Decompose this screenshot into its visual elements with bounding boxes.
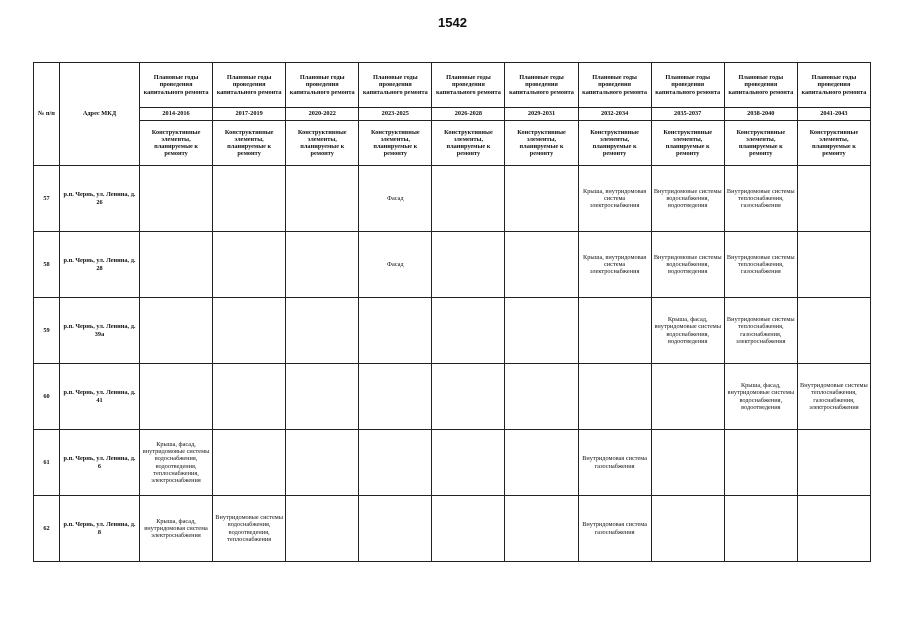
- row-cell-work: Внутридомовые системы водоснабжения, водоотведения: [651, 232, 724, 298]
- header-period-years: 2014-2016: [140, 108, 213, 121]
- row-cell-work: Крыша, фасад, внутридомовые системы водоснабжения, водоотведения, теплоснабжения, электроснабжения: [140, 430, 213, 496]
- header-period-years: 2020-2022: [286, 108, 359, 121]
- row-cell-work: Внутридомовые системы водоснабжения, водоотведения, теплоснабжения: [213, 496, 286, 562]
- row-number: 60: [34, 364, 60, 430]
- table-row: [34, 430, 871, 496]
- row-cell-work: [213, 232, 286, 298]
- row-cell-work: [651, 364, 724, 430]
- table-row: [34, 232, 871, 298]
- row-cell-work: [359, 364, 432, 430]
- row-cell-work: [213, 364, 286, 430]
- row-cell-work: [286, 298, 359, 364]
- row-address: р.п. Чернь, ул. Ленина, д. 41: [60, 364, 140, 430]
- header-period-title: Плановые годы проведения капитального ремонта: [578, 63, 651, 108]
- row-cell-work: [286, 430, 359, 496]
- row-cell-work: [797, 166, 870, 232]
- row-cell-work: Крыша, внутридомовая система электроснабжения: [578, 166, 651, 232]
- header-period-years: 2041-2043: [797, 108, 870, 121]
- row-cell-work: Крыша, фасад, внутридомовая система электроснабжения: [140, 496, 213, 562]
- row-cell-work: [797, 496, 870, 562]
- table-body: [34, 166, 871, 562]
- row-address: р.п. Чернь, ул. Ленина, д. 26: [60, 166, 140, 232]
- row-number: 61: [34, 430, 60, 496]
- table-row: [34, 496, 871, 562]
- header-elements: Конструктивные элементы, планируемые к ремонту: [286, 121, 359, 166]
- row-cell-work: Внутридомовые системы теплоснабжения, газоснабжения: [724, 232, 797, 298]
- header-num: № п/п: [34, 63, 60, 166]
- header-elements: Конструктивные элементы, планируемые к ремонту: [359, 121, 432, 166]
- header-address: Адрес МКД: [60, 63, 140, 166]
- header-period-years: 2017-2019: [213, 108, 286, 121]
- row-cell-work: [286, 166, 359, 232]
- row-cell-work: [724, 430, 797, 496]
- header-elements: Конструктивные элементы, планируемые к ремонту: [505, 121, 578, 166]
- row-cell-work: [359, 298, 432, 364]
- row-cell-work: Внутридомовая система газоснабжения: [578, 430, 651, 496]
- row-cell-work: [432, 496, 505, 562]
- header-period-years: 2026-2028: [432, 108, 505, 121]
- row-cell-work: [651, 430, 724, 496]
- row-address: р.п. Чернь, ул. Ленина, д. 8: [60, 496, 140, 562]
- row-cell-work: [797, 298, 870, 364]
- row-cell-work: [505, 232, 578, 298]
- row-cell-work: [359, 496, 432, 562]
- header-period-years: 2035-2037: [651, 108, 724, 121]
- header-period-title: Плановые годы проведения капитального ремонта: [724, 63, 797, 108]
- header-period-title: Плановые годы проведения капитального ремонта: [651, 63, 724, 108]
- row-cell-work: [432, 166, 505, 232]
- header-period-title: Плановые годы проведения капитального ремонта: [140, 63, 213, 108]
- row-number: 57: [34, 166, 60, 232]
- header-period-years: 2023-2025: [359, 108, 432, 121]
- header-period-title: Плановые годы проведения капитального ремонта: [797, 63, 870, 108]
- page-number: 1542: [438, 15, 467, 30]
- row-cell-work: [505, 430, 578, 496]
- header-period-years: 2038-2040: [724, 108, 797, 121]
- row-cell-work: [432, 232, 505, 298]
- row-cell-work: [651, 496, 724, 562]
- row-cell-work: Крыша, внутридомовая система электроснабжения: [578, 232, 651, 298]
- row-cell-work: [432, 364, 505, 430]
- capital-repair-table: [33, 62, 871, 562]
- row-cell-work: [140, 232, 213, 298]
- row-cell-work: [286, 232, 359, 298]
- row-cell-work: [578, 298, 651, 364]
- header-period-title: Плановые годы проведения капитального ремонта: [213, 63, 286, 108]
- row-cell-work: [505, 298, 578, 364]
- row-cell-work: [432, 430, 505, 496]
- row-cell-work: [797, 430, 870, 496]
- row-number: 59: [34, 298, 60, 364]
- header-period-title: Плановые годы проведения капитального ремонта: [432, 63, 505, 108]
- table-row: [34, 298, 871, 364]
- row-address: р.п. Чернь, ул. Ленина, д. 39а: [60, 298, 140, 364]
- row-cell-work: [797, 232, 870, 298]
- row-cell-work: [213, 430, 286, 496]
- table-header: [34, 63, 871, 166]
- row-cell-work: [213, 166, 286, 232]
- row-cell-work: [724, 496, 797, 562]
- table-row: [34, 364, 871, 430]
- row-cell-work: [140, 364, 213, 430]
- header-elements: Конструктивные элементы, планируемые к ремонту: [432, 121, 505, 166]
- header-period-years: 2029-2031: [505, 108, 578, 121]
- row-address: р.п. Чернь, ул. Ленина, д. 28: [60, 232, 140, 298]
- header-elements: Конструктивные элементы, планируемые к ремонту: [724, 121, 797, 166]
- row-cell-work: Внутридомовые системы теплоснабжения, газоснабжения, электроснабжения: [797, 364, 870, 430]
- row-address: р.п. Чернь, ул. Ленина, д. 6: [60, 430, 140, 496]
- row-number: 58: [34, 232, 60, 298]
- header-period-title: Плановые годы проведения капитального ремонта: [505, 63, 578, 108]
- header-elements: Конструктивные элементы, планируемые к ремонту: [140, 121, 213, 166]
- header-elements: Конструктивные элементы, планируемые к ремонту: [651, 121, 724, 166]
- row-cell-work: [140, 298, 213, 364]
- header-period-years: 2032-2034: [578, 108, 651, 121]
- header-elements: Конструктивные элементы, планируемые к ремонту: [797, 121, 870, 166]
- header-elements: Конструктивные элементы, планируемые к ремонту: [213, 121, 286, 166]
- row-cell-work: [578, 364, 651, 430]
- row-cell-work: Внутридомовые системы водоснабжения, водоотведения: [651, 166, 724, 232]
- header-elements: Конструктивные элементы, планируемые к ремонту: [578, 121, 651, 166]
- row-cell-work: Крыша, фасад, внутридомовые системы водоснабжения, водоотведения: [724, 364, 797, 430]
- row-cell-work: [505, 496, 578, 562]
- row-cell-work: Внутридомовая система газоснабжения: [578, 496, 651, 562]
- row-cell-work: [432, 298, 505, 364]
- row-cell-work: [505, 166, 578, 232]
- row-cell-work: Крыша, фасад, внутридомовые системы водоснабжения, водоотведения: [651, 298, 724, 364]
- row-cell-work: [286, 364, 359, 430]
- row-cell-work: Фасад: [359, 232, 432, 298]
- row-cell-work: [140, 166, 213, 232]
- row-cell-work: [505, 364, 578, 430]
- header-period-title: Плановые годы проведения капитального ремонта: [286, 63, 359, 108]
- row-cell-work: Внутридомовые системы теплоснабжения, газоснабжения, электроснабжения: [724, 298, 797, 364]
- row-cell-work: Внутридомовые системы теплоснабжения, газоснабжения: [724, 166, 797, 232]
- row-number: 62: [34, 496, 60, 562]
- row-cell-work: [213, 298, 286, 364]
- header-period-title: Плановые годы проведения капитального ремонта: [359, 63, 432, 108]
- row-cell-work: Фасад: [359, 166, 432, 232]
- row-cell-work: [359, 430, 432, 496]
- table-row: [34, 166, 871, 232]
- row-cell-work: [286, 496, 359, 562]
